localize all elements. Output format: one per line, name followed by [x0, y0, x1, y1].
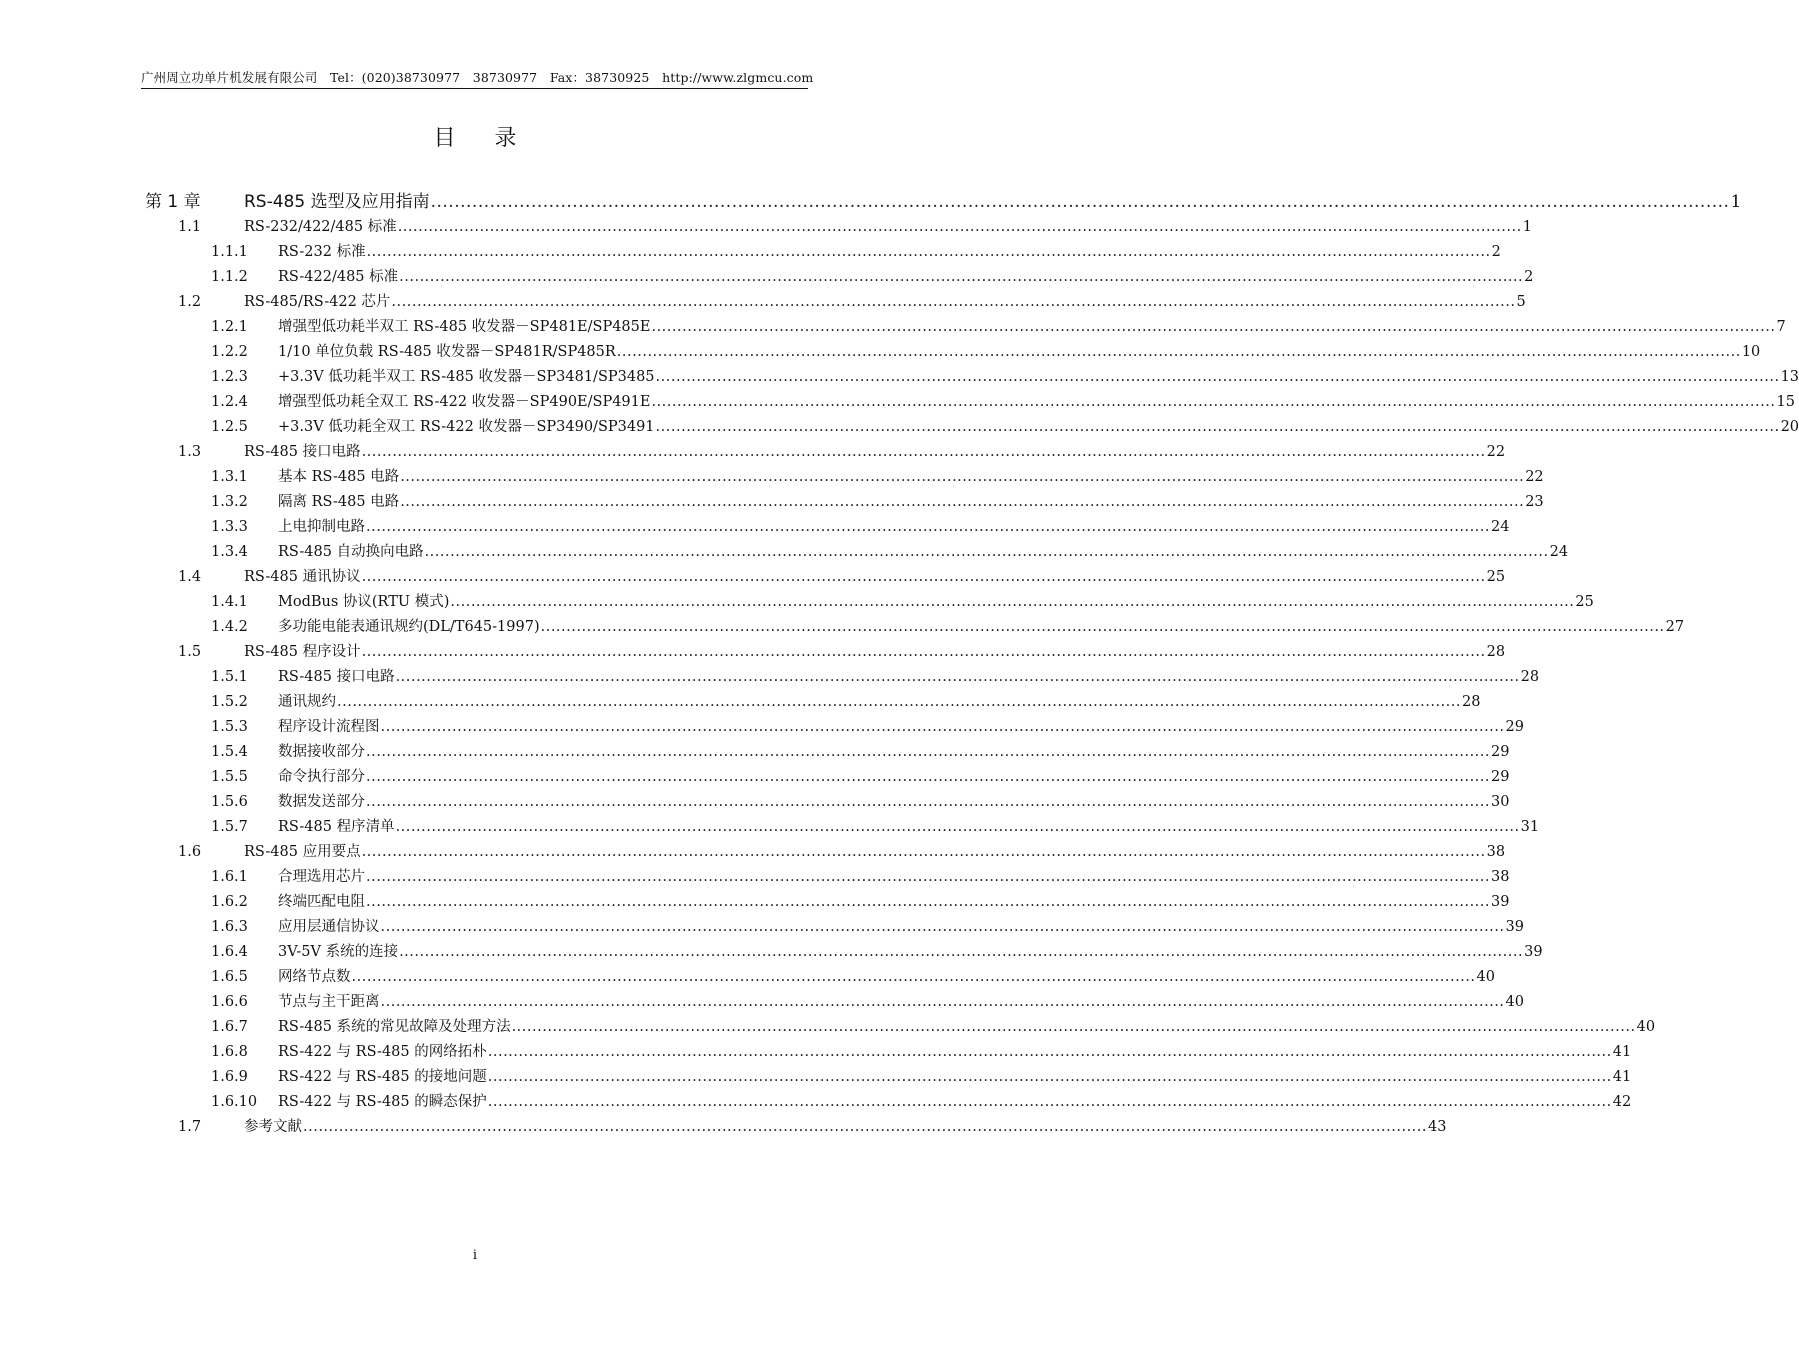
toc-entry-page: 22: [1525, 469, 1544, 485]
toc-entry-page: 25: [1575, 594, 1594, 610]
toc-entry[interactable]: [0, 515, 1510, 540]
toc-entry-line: [278, 965, 1495, 990]
toc-dot-leader: ............................................................................................................................................................................................................................: [380, 719, 1505, 735]
toc-entry-page: 1: [1730, 192, 1742, 212]
toc-dot-leader: ............................................................................................................................................................................................................................: [651, 394, 1776, 410]
toc-entry[interactable]: [0, 690, 1481, 715]
toc-entry-title: RS-485 接口电路: [244, 444, 361, 460]
toc-dot-leader: ............................................................................................................................................................................................................................: [366, 869, 1491, 885]
toc-entry-title: RS-422 与 RS-485 的网络拓朴: [278, 1044, 487, 1060]
toc-entry-line: [278, 490, 1544, 515]
toc-entry-page: 7: [1776, 319, 1786, 335]
toc-dot-leader: ............................................................................................................................................................................................................................: [366, 769, 1491, 785]
toc-entry-page: 2: [1491, 244, 1501, 260]
toc-entry-number: 1.6.9: [211, 1069, 248, 1085]
toc-entry-title: RS-485 自动换向电路: [278, 544, 424, 560]
toc-entry-line: [244, 840, 1506, 865]
toc-entry-number: 1.1: [178, 219, 202, 235]
page-title: 目 录: [433, 126, 533, 151]
toc-entry[interactable]: [0, 315, 1786, 340]
toc-entry[interactable]: [0, 215, 1532, 240]
toc-entry[interactable]: [0, 740, 1510, 765]
toc-entry-title: RS-422/485 标准: [278, 269, 399, 285]
toc-entry-title: 节点与主干距离: [278, 994, 380, 1010]
toc-entry-title: 增强型低功耗全双工 RS-422 收发器－SP490E/SP491E: [278, 394, 651, 410]
toc-entry-page: 41: [1612, 1044, 1632, 1060]
toc-dot-leader: ............................................................................................................................................................................................................................: [351, 969, 1476, 985]
toc-entry-title: 数据接收部分: [278, 744, 365, 760]
toc-entry-number: 1.5.1: [211, 669, 248, 685]
toc-entry-line: [278, 1015, 1656, 1040]
toc-entry-number: 第 1 章: [145, 192, 201, 212]
toc-entry[interactable]: [0, 440, 1506, 465]
toc-entry[interactable]: [0, 265, 1534, 290]
toc-entry-page: 28: [1462, 694, 1481, 710]
toc-entry-number: 1.2.1: [211, 319, 248, 335]
toc-entry-line: [278, 365, 1799, 390]
toc-entry-line: [278, 790, 1510, 815]
toc-dot-leader: ............................................................................................................................................................................................................................: [511, 1019, 1636, 1035]
toc-entry[interactable]: [0, 1065, 1632, 1090]
toc-entry-number: 1.3.4: [211, 544, 248, 560]
toc-entry-number: 1.6.5: [211, 969, 248, 985]
toc-entry[interactable]: [0, 665, 1540, 690]
toc-dot-leader: ............................................................................................................................................................................................................................: [487, 1069, 1612, 1085]
toc-entry-page: 29: [1491, 744, 1510, 760]
toc-entry-line: [278, 890, 1510, 915]
toc-entry-number: 1.3.3: [211, 519, 248, 535]
toc-entry-line: [278, 390, 1795, 415]
toc-entry-number: 1.6.2: [211, 894, 248, 910]
toc-dot-leader: ............................................................................................................................................................................................................................: [450, 594, 1575, 610]
toc-entry-title: RS-232/422/485 标准: [244, 219, 397, 235]
toc-entry-number: 1.6.10: [211, 1094, 258, 1110]
toc-entry[interactable]: [0, 1015, 1656, 1040]
toc-dot-leader: ............................................................................................................................................................................................................................: [366, 244, 1491, 260]
toc-entry-number: 1.2.3: [211, 369, 248, 385]
toc-entry[interactable]: [0, 390, 1795, 415]
toc-entry-line: [278, 240, 1501, 265]
toc-entry-number: 1.4.1: [211, 594, 248, 610]
toc-entry-page: 38: [1491, 869, 1510, 885]
toc-entry-title: 增强型低功耗半双工 RS-485 收发器－SP481E/SP485E: [278, 319, 651, 335]
toc-entry-title: RS-485/RS-422 芯片: [244, 294, 391, 310]
toc-entry-line: [244, 1115, 1447, 1140]
toc-entry-line: [278, 265, 1534, 290]
toc-entry[interactable]: [0, 1115, 1447, 1140]
toc-entry-page: 40: [1636, 1019, 1656, 1035]
page-header: 广州周立功单片机发展有限公司 Tel：(020)38730977 38730977 Fax：38730925 http://www.zlgmcu.com: [141, 70, 814, 85]
toc-entry-page: 28: [1486, 644, 1506, 660]
toc-entry-line: [278, 415, 1799, 440]
toc-entry-page: 40: [1476, 969, 1495, 985]
toc-entry[interactable]: [0, 815, 1540, 840]
toc-entry[interactable]: [0, 715, 1524, 740]
toc-entry-page: 15: [1776, 394, 1795, 410]
toc-entry-number: 1.5.5: [211, 769, 248, 785]
toc-dot-leader: ............................................................................................................................................................................................................................: [655, 369, 1780, 385]
toc-dot-leader: ............................................................................................................................................................................................................................: [361, 844, 1486, 860]
toc-entry[interactable]: [0, 640, 1506, 665]
toc-entry-line: [278, 765, 1510, 790]
toc-entry-page: 22: [1486, 444, 1506, 460]
toc-entry-line: [278, 690, 1481, 715]
toc-dot-leader: ............................................................................................................................................................................................................................: [380, 994, 1505, 1010]
toc-entry-title: 程序设计流程图: [278, 719, 380, 735]
toc-entry-page: 23: [1525, 494, 1544, 510]
toc-entry-title: +3.3V 低功耗半双工 RS-485 收发器－SP3481/SP3485: [278, 369, 655, 385]
toc-entry-page: 30: [1491, 794, 1510, 810]
toc-entry-title: 3V-5V 系统的连接: [278, 944, 399, 960]
toc-entry-title: 通讯规约: [278, 694, 336, 710]
toc-dot-leader: ............................................................................................................................................................................................................................: [430, 192, 1730, 212]
toc-entry-number: 1.4: [178, 569, 202, 585]
toc-entry-page: 42: [1612, 1094, 1632, 1110]
toc-entry[interactable]: [0, 540, 1569, 565]
toc-dot-leader: ............................................................................................................................................................................................................................: [395, 669, 1520, 685]
toc-entry[interactable]: [0, 965, 1495, 990]
toc-entry-number: 1.3.2: [211, 494, 248, 510]
toc-entry-number: 1.6.1: [211, 869, 248, 885]
toc-entry-line: [278, 740, 1510, 765]
toc-entry[interactable]: [0, 765, 1510, 790]
toc-entry-number: 1.2: [178, 294, 202, 310]
toc-entry-line: [278, 915, 1524, 940]
toc-entry-title: RS-422 与 RS-485 的接地问题: [278, 1069, 487, 1085]
toc-dot-leader: ............................................................................................................................................................................................................................: [397, 219, 1522, 235]
toc-entry-page: 10: [1741, 344, 1761, 360]
toc-entry[interactable]: [0, 890, 1510, 915]
toc-entry[interactable]: [0, 340, 1761, 365]
toc-dot-leader: ............................................................................................................................................................................................................................: [616, 344, 1741, 360]
toc-entry[interactable]: [0, 915, 1524, 940]
toc-entry[interactable]: [0, 615, 1685, 640]
toc-entry-number: 1.3: [178, 444, 202, 460]
toc-entry[interactable]: [0, 940, 1543, 965]
toc-entry-line: [278, 1065, 1632, 1090]
toc-entry-number: 1.5.7: [211, 819, 248, 835]
toc-entry-title: RS-232 标准: [278, 244, 366, 260]
toc-entry-line: [278, 340, 1761, 365]
toc-entry-page: 39: [1491, 894, 1510, 910]
toc-entry-page: 29: [1491, 769, 1510, 785]
toc-entry-number: 1.2.5: [211, 419, 248, 435]
toc-entry-page: 39: [1524, 944, 1543, 960]
toc-entry-number: 1.6: [178, 844, 202, 860]
toc-entry[interactable]: [0, 290, 1526, 315]
toc-entry[interactable]: [0, 490, 1544, 515]
toc-entry-line: [244, 440, 1506, 465]
toc-entry-line: [244, 190, 1742, 215]
toc-entry-title: +3.3V 低功耗全双工 RS-422 收发器－SP3490/SP3491: [278, 419, 655, 435]
toc-entry-title: 多功能电能表通讯规约(DL/T645-1997): [278, 619, 540, 635]
toc-entry-title: RS-485 系统的常见故障及处理方法: [278, 1019, 511, 1035]
toc-entry-title: 数据发送部分: [278, 794, 365, 810]
toc-entry-title: RS-485 应用要点: [244, 844, 361, 860]
toc-entry[interactable]: [0, 365, 1799, 390]
toc-dot-leader: ............................................................................................................................................................................................................................: [399, 944, 1524, 960]
toc-entry[interactable]: [0, 865, 1510, 890]
toc-dot-leader: ............................................................................................................................................................................................................................: [540, 619, 1665, 635]
toc-entry-title: RS-485 选型及应用指南: [244, 192, 430, 212]
toc-entry-number: 1.2.4: [211, 394, 248, 410]
toc-entry-page: 13: [1780, 369, 1799, 385]
toc-dot-leader: ............................................................................................................................................................................................................................: [400, 469, 1525, 485]
toc-dot-leader: ............................................................................................................................................................................................................................: [380, 919, 1505, 935]
toc-entry-page: 41: [1612, 1069, 1632, 1085]
toc-entry-line: [278, 515, 1510, 540]
toc-entry-page: 38: [1486, 844, 1506, 860]
toc-entry-line: [278, 1090, 1632, 1115]
toc-entry-line: [244, 565, 1506, 590]
toc-entry[interactable]: [0, 240, 1501, 265]
toc-entry[interactable]: [0, 590, 1594, 615]
toc-entry-page: 28: [1520, 669, 1540, 685]
toc-entry-title: RS-485 程序设计: [244, 644, 361, 660]
toc-entry-title: 应用层通信协议: [278, 919, 380, 935]
toc-dot-leader: ............................................................................................................................................................................................................................: [303, 1119, 1428, 1135]
toc-entry-line: [278, 665, 1540, 690]
toc-entry-page: 24: [1491, 519, 1510, 535]
toc-entry-page: 24: [1549, 544, 1569, 560]
toc-entry-line: [278, 465, 1544, 490]
toc-entry-number: 1.5.3: [211, 719, 248, 735]
toc-entry[interactable]: [0, 840, 1506, 865]
toc-entry-page: 40: [1505, 994, 1524, 1010]
toc-dot-leader: ............................................................................................................................................................................................................................: [395, 819, 1520, 835]
toc-entry-page: 39: [1505, 919, 1524, 935]
toc-entry-number: 1.5.2: [211, 694, 248, 710]
toc-entry-line: [278, 940, 1543, 965]
toc-entry-line: [278, 590, 1594, 615]
toc-entry-title: 合理选用芯片: [278, 869, 365, 885]
toc-entry-number: 1.6.7: [211, 1019, 248, 1035]
toc-entry-title: RS-485 接口电路: [278, 669, 395, 685]
toc-entry[interactable]: [0, 990, 1524, 1015]
toc-entry-page: 20: [1780, 419, 1799, 435]
toc-entry-line: [278, 865, 1510, 890]
toc-entry-line: [278, 990, 1524, 1015]
toc-entry-number: 1.7: [178, 1119, 202, 1135]
toc-dot-leader: ............................................................................................................................................................................................................................: [361, 569, 1486, 585]
toc-entry-line: [278, 315, 1786, 340]
toc-entry-number: 1.3.1: [211, 469, 248, 485]
toc-entry-title: RS-485 通讯协议: [244, 569, 361, 585]
toc-dot-leader: ............................................................................................................................................................................................................................: [366, 519, 1491, 535]
toc-dot-leader: ............................................................................................................................................................................................................................: [337, 694, 1462, 710]
toc-entry[interactable]: [0, 190, 1742, 215]
toc-entry-line: [244, 640, 1506, 665]
toc-entry-page: 1: [1522, 219, 1532, 235]
toc-entry-number: 1.6.8: [211, 1044, 248, 1060]
toc-entry-title: 参考文献: [244, 1119, 302, 1135]
toc-entry-number: 1.1.1: [211, 244, 248, 260]
toc-entry-title: 网络节点数: [278, 969, 351, 985]
toc-dot-leader: ............................................................................................................................................................................................................................: [487, 1044, 1612, 1060]
toc-dot-leader: ............................................................................................................................................................................................................................: [487, 1094, 1612, 1110]
toc-entry-title: ModBus 协议(RTU 模式): [278, 594, 450, 610]
toc-entry[interactable]: [0, 790, 1510, 815]
toc-entry-title: 1/10 单位负载 RS-485 收发器－SP481R/SP485R: [278, 344, 616, 360]
toc-entry-line: [278, 815, 1540, 840]
toc-entry-title: 终端匹配电阻: [278, 894, 365, 910]
toc-entry-number: 1.5.4: [211, 744, 248, 760]
toc-entry-number: 1.4.2: [211, 619, 248, 635]
toc-entry-title: 基本 RS-485 电路: [278, 469, 400, 485]
toc-dot-leader: ............................................................................................................................................................................................................................: [424, 544, 1549, 560]
toc-dot-leader: ............................................................................................................................................................................................................................: [366, 894, 1491, 910]
toc-entry-title: 上电抑制电路: [278, 519, 365, 535]
toc-dot-leader: ............................................................................................................................................................................................................................: [361, 444, 1486, 460]
toc-entry-page: 5: [1516, 294, 1526, 310]
toc-dot-leader: ............................................................................................................................................................................................................................: [400, 494, 1525, 510]
toc-entry-line: [278, 540, 1569, 565]
toc-entry-title: 命令执行部分: [278, 769, 365, 785]
toc-entry[interactable]: [0, 565, 1506, 590]
toc-entry-number: 1.5: [178, 644, 202, 660]
toc-entry-title: 隔离 RS-485 电路: [278, 494, 400, 510]
toc-entry-title: RS-422 与 RS-485 的瞬态保护: [278, 1094, 487, 1110]
toc-entry-line: [278, 615, 1685, 640]
toc-dot-leader: ............................................................................................................................................................................................................................: [399, 269, 1524, 285]
toc-entry-title: RS-485 程序清单: [278, 819, 395, 835]
toc-entry-number: 1.6.3: [211, 919, 248, 935]
toc-entry-page: 2: [1524, 269, 1534, 285]
toc-entry-page: 43: [1428, 1119, 1447, 1135]
toc-entry-line: [244, 290, 1526, 315]
toc-entry-number: 1.6.4: [211, 944, 248, 960]
toc-entry[interactable]: [0, 415, 1799, 440]
toc-entry-line: [244, 215, 1532, 240]
toc-dot-leader: ............................................................................................................................................................................................................................: [361, 644, 1486, 660]
toc-entry-page: 31: [1520, 819, 1540, 835]
toc-entry-page: 27: [1665, 619, 1685, 635]
header-divider: [141, 88, 808, 89]
toc-entry-number: 1.1.2: [211, 269, 248, 285]
toc-entry-line: [278, 715, 1524, 740]
toc-dot-leader: ............................................................................................................................................................................................................................: [366, 794, 1491, 810]
toc-entry-page: 29: [1505, 719, 1524, 735]
toc-dot-leader: ............................................................................................................................................................................................................................: [391, 294, 1516, 310]
toc-entry-number: 1.5.6: [211, 794, 248, 810]
toc-entry[interactable]: [0, 465, 1544, 490]
toc-dot-leader: ............................................................................................................................................................................................................................: [655, 419, 1780, 435]
toc-entry[interactable]: [0, 1090, 1632, 1115]
toc-dot-leader: ............................................................................................................................................................................................................................: [366, 744, 1491, 760]
toc-entry-page: 25: [1486, 569, 1506, 585]
toc-entry-line: [278, 1040, 1632, 1065]
page-number: i: [472, 1248, 478, 1263]
toc-entry-number: 1.2.2: [211, 344, 248, 360]
toc-entry[interactable]: [0, 1040, 1632, 1065]
toc-dot-leader: ............................................................................................................................................................................................................................: [651, 319, 1776, 335]
toc-entry-number: 1.6.6: [211, 994, 248, 1010]
